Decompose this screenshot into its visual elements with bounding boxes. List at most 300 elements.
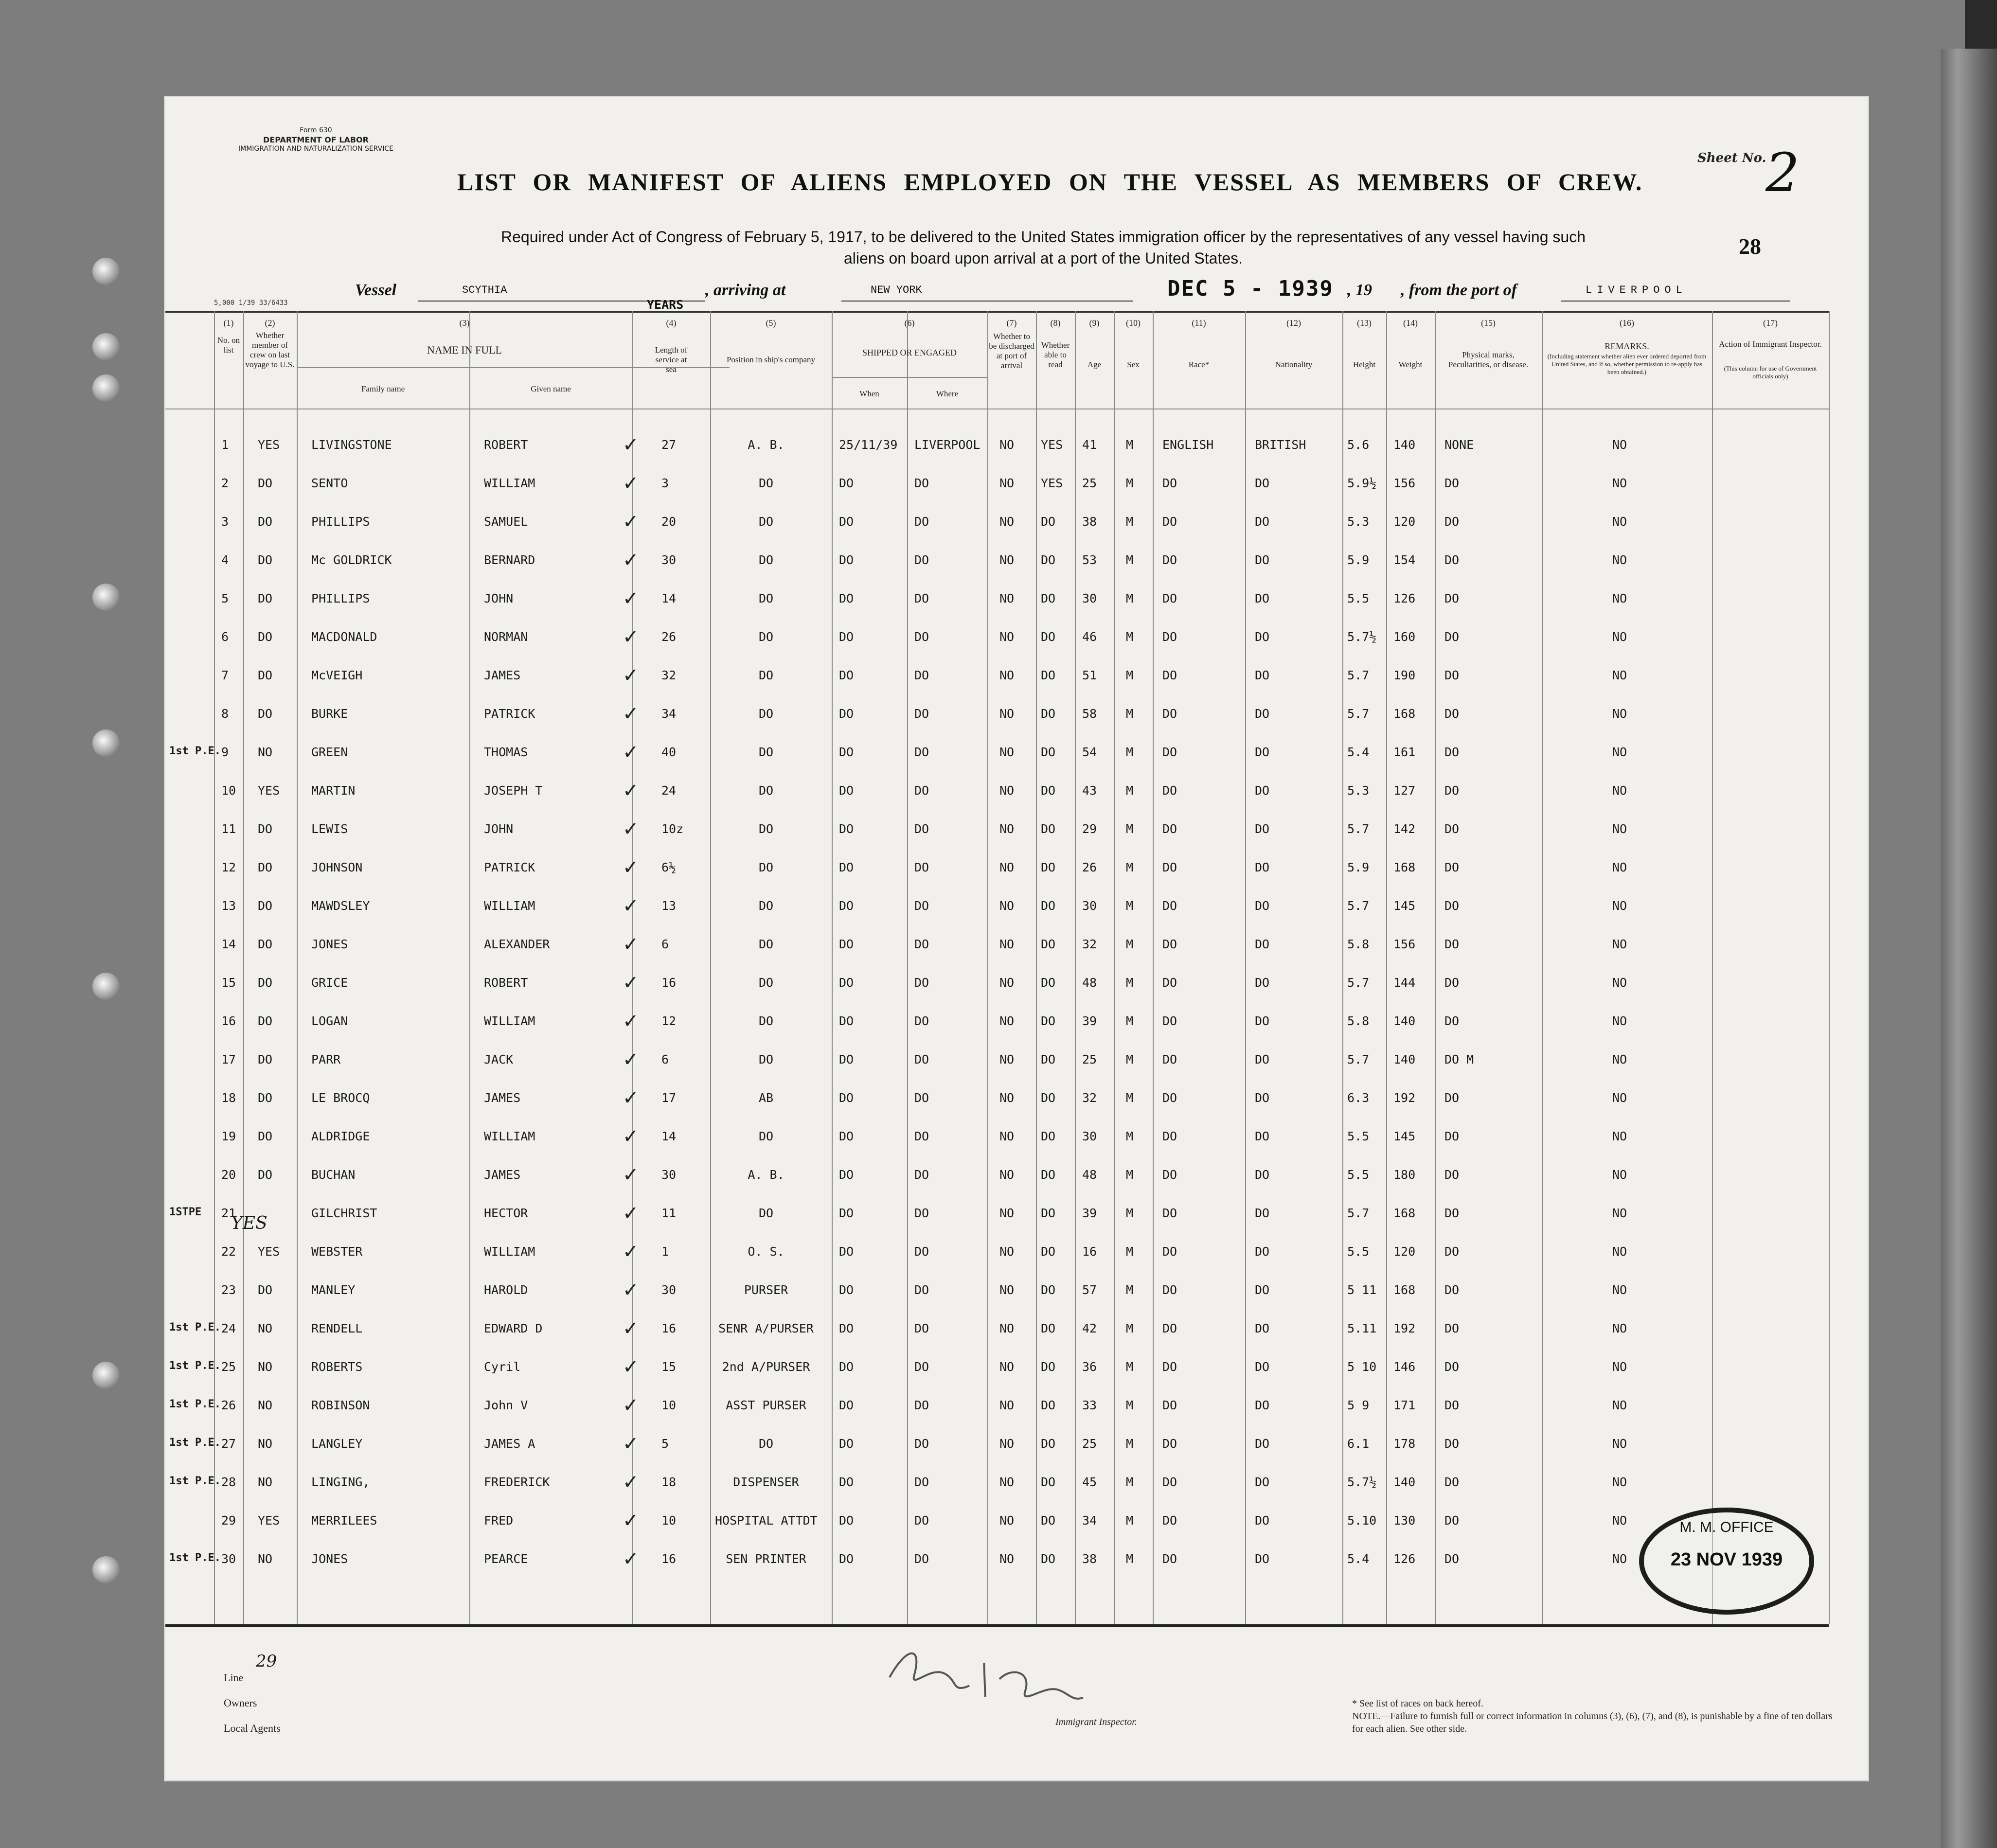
- row-family-name: GREEN: [311, 745, 348, 759]
- row-shipped-when: DO: [839, 630, 854, 644]
- row-weight: 168: [1393, 860, 1416, 874]
- row-remarks: NO: [1612, 1437, 1627, 1451]
- row-given-name: ROBERT: [484, 976, 528, 990]
- row-shipped-when: DO: [839, 1513, 854, 1528]
- row-weight: 192: [1393, 1091, 1416, 1105]
- row-number: 8: [221, 707, 229, 721]
- row-nationality: DO: [1255, 745, 1270, 759]
- table-row: [165, 923, 1868, 961]
- row-physical-marks: DO: [1444, 1014, 1460, 1028]
- row-sex: M: [1126, 553, 1134, 567]
- col-header-sex: Sex: [1127, 360, 1140, 369]
- row-remarks: NO: [1612, 515, 1627, 529]
- row-height: 6.1: [1347, 1437, 1370, 1451]
- row-family-name: LINGING,: [311, 1475, 370, 1489]
- row-given-name: NORMAN: [484, 630, 528, 644]
- row-nationality: DO: [1255, 1398, 1270, 1412]
- row-family-name: GRICE: [311, 976, 348, 990]
- row-age: 58: [1082, 707, 1097, 721]
- row-given-name: PATRICK: [484, 707, 535, 721]
- row-given-name: WILLIAM: [484, 476, 535, 490]
- row-age: 39: [1082, 1014, 1097, 1028]
- row-given-name: JOSEPH T: [484, 783, 543, 798]
- row-shipped-when: DO: [839, 937, 854, 951]
- row-crew-status: DO: [258, 630, 273, 644]
- punch-hole: [92, 258, 120, 285]
- row-sex: M: [1126, 1552, 1134, 1566]
- row-remarks: NO: [1612, 1475, 1627, 1489]
- row-shipped-when: DO: [839, 1321, 854, 1335]
- col-num: (11): [1192, 318, 1206, 328]
- row-shipped-where: DO: [914, 1244, 929, 1259]
- row-remarks: NO: [1612, 438, 1627, 452]
- row-age: 48: [1082, 1168, 1097, 1182]
- row-discharged: NO: [999, 1244, 1015, 1259]
- row-family-name: MARTIN: [311, 783, 356, 798]
- row-can-read: DO: [1041, 630, 1056, 644]
- row-race: DO: [1162, 591, 1177, 605]
- row-number: 15: [221, 976, 236, 990]
- row-position: DO: [758, 1129, 774, 1143]
- check-mark-icon: ✓: [623, 933, 639, 956]
- row-discharged: NO: [999, 1321, 1015, 1335]
- row-sex: M: [1126, 1360, 1134, 1374]
- row-nationality: DO: [1255, 1513, 1270, 1528]
- footnote-note: NOTE.—Failure to furnish full or correct information in columns (3), (6), (7), and (8), is punishable by a fine of ten dollars for each alien. See other side.: [1352, 1711, 1833, 1734]
- row-service-years: 13: [661, 899, 677, 913]
- row-service-years: 20: [661, 515, 677, 529]
- row-weight: 140: [1393, 1014, 1416, 1028]
- check-mark-icon: ✓: [623, 780, 639, 802]
- col-num: (8): [1050, 318, 1061, 328]
- row-height: 5 11: [1347, 1283, 1377, 1297]
- row-position: DO: [758, 668, 774, 682]
- row-prefix: 1st P.E.: [169, 745, 221, 757]
- row-can-read: DO: [1041, 937, 1056, 951]
- row-remarks: NO: [1612, 976, 1627, 990]
- table-bottom-rule: [165, 1624, 1829, 1627]
- row-family-name: JOHNSON: [311, 860, 363, 874]
- row-nationality: DO: [1255, 1244, 1270, 1259]
- row-service-years: 34: [661, 707, 677, 721]
- row-service-years: 10: [661, 1398, 677, 1412]
- page-title: LIST OR MANIFEST OF ALIENS EMPLOYED ON THE VESSEL AS MEMBERS OF CREW.: [457, 168, 1643, 195]
- row-service-years: 18: [661, 1475, 677, 1489]
- row-weight: 144: [1393, 976, 1416, 990]
- row-physical-marks: DO: [1444, 1129, 1460, 1143]
- col-header-service: Length of service at sea: [655, 345, 688, 374]
- row-physical-marks: DO: [1444, 668, 1460, 682]
- row-sex: M: [1126, 783, 1134, 798]
- row-shipped-where: DO: [914, 1398, 929, 1412]
- row-given-name: PEARCE: [484, 1552, 528, 1566]
- col-header-where: Where: [936, 389, 959, 398]
- row-service-years: 26: [661, 630, 677, 644]
- row-height: 5.7½: [1347, 630, 1377, 644]
- table-row: [165, 1460, 1868, 1499]
- row-sex: M: [1126, 668, 1134, 682]
- row-height: 5.6: [1347, 438, 1370, 452]
- row-nationality: DO: [1255, 1206, 1270, 1220]
- row-family-name: BURKE: [311, 707, 348, 721]
- row-nationality: DO: [1255, 1437, 1270, 1451]
- row-physical-marks: DO: [1444, 745, 1460, 759]
- row-nationality: DO: [1255, 1091, 1270, 1105]
- table-row: [165, 1422, 1868, 1460]
- row-nationality: DO: [1255, 1475, 1270, 1489]
- row-physical-marks: DO: [1444, 630, 1460, 644]
- table-row: [165, 1191, 1868, 1230]
- row-can-read: DO: [1041, 1437, 1056, 1451]
- row-number: 19: [221, 1129, 236, 1143]
- row-family-name: ROBINSON: [311, 1398, 370, 1412]
- table-row: [165, 1307, 1868, 1345]
- row-weight: 192: [1393, 1321, 1416, 1335]
- row-age: 45: [1082, 1475, 1097, 1489]
- row-nationality: DO: [1255, 668, 1270, 682]
- row-shipped-where: DO: [914, 1552, 929, 1566]
- row-age: 29: [1082, 822, 1097, 836]
- row-crew-status: DO: [258, 1014, 273, 1028]
- row-physical-marks: DO: [1444, 553, 1460, 567]
- row-physical-marks: DO: [1444, 1360, 1460, 1374]
- row-remarks: NO: [1612, 1052, 1627, 1066]
- row-shipped-when: DO: [839, 860, 854, 874]
- row-physical-marks: DO: [1444, 822, 1460, 836]
- row-service-years: 10: [661, 1513, 677, 1528]
- row-race: DO: [1162, 1513, 1177, 1528]
- row-number: 20: [221, 1168, 236, 1182]
- col-header-action: Action of Immigrant Inspector.: [1719, 339, 1822, 349]
- row-given-name: John V: [484, 1398, 528, 1412]
- row-sex: M: [1126, 1014, 1134, 1028]
- row-discharged: NO: [999, 1513, 1015, 1528]
- row-sex: M: [1126, 707, 1134, 721]
- row-sex: M: [1126, 476, 1134, 490]
- row-position: SENR A/PURSER: [718, 1321, 814, 1335]
- row-can-read: DO: [1041, 1129, 1056, 1143]
- row-sex: M: [1126, 630, 1134, 644]
- row-position: DO: [758, 515, 774, 529]
- punch-hole: [92, 1556, 120, 1583]
- col-num: (1): [223, 318, 234, 328]
- row-discharged: NO: [999, 1168, 1015, 1182]
- row-discharged: NO: [999, 1014, 1015, 1028]
- row-crew-status: NO: [258, 1398, 273, 1412]
- row-can-read: DO: [1041, 1283, 1056, 1297]
- row-shipped-when: DO: [839, 1437, 854, 1451]
- table-row: [165, 1038, 1868, 1076]
- row-number: 12: [221, 860, 236, 874]
- row-nationality: DO: [1255, 553, 1270, 567]
- row-service-years: 16: [661, 976, 677, 990]
- row-shipped-where: DO: [914, 899, 929, 913]
- table-row: [165, 1076, 1868, 1115]
- row-race: DO: [1162, 668, 1177, 682]
- row-race: DO: [1162, 1206, 1177, 1220]
- row-shipped-where: DO: [914, 822, 929, 836]
- row-age: 57: [1082, 1283, 1097, 1297]
- row-crew-status: DO: [258, 1283, 273, 1297]
- row-discharged: NO: [999, 553, 1015, 567]
- row-weight: 160: [1393, 630, 1416, 644]
- row-race: DO: [1162, 783, 1177, 798]
- row-can-read: DO: [1041, 783, 1056, 798]
- row-family-name: LEWIS: [311, 822, 348, 836]
- row-prefix: 1STPE: [169, 1206, 202, 1218]
- row-remarks: NO: [1612, 1206, 1627, 1220]
- row-shipped-where: DO: [914, 1437, 929, 1451]
- table-row: [165, 999, 1868, 1038]
- row-number: 14: [221, 937, 236, 951]
- row-discharged: NO: [999, 476, 1015, 490]
- row-remarks: NO: [1612, 783, 1627, 798]
- row-crew-status: DO: [258, 591, 273, 605]
- row-weight: 145: [1393, 1129, 1416, 1143]
- from-port: LIVERPOOL: [1586, 284, 1687, 296]
- row-age: 25: [1082, 1437, 1097, 1451]
- row-physical-marks: DO: [1444, 1283, 1460, 1297]
- row-shipped-where: DO: [914, 515, 929, 529]
- col-header-read: Whether able to read: [1041, 340, 1070, 369]
- row-crew-status: DO: [258, 668, 273, 682]
- table-row: [165, 807, 1868, 846]
- row-discharged: NO: [999, 1360, 1015, 1374]
- row-given-name: JAMES A: [484, 1437, 535, 1451]
- row-service-years: 11: [661, 1206, 677, 1220]
- row-height: 5.7½: [1347, 1475, 1377, 1489]
- check-mark-icon: ✓: [623, 511, 639, 533]
- row-shipped-when: DO: [839, 1475, 854, 1489]
- row-given-name: SAMUEL: [484, 515, 528, 529]
- row-shipped-when: DO: [839, 476, 854, 490]
- row-position: DISPENSER: [733, 1475, 799, 1489]
- row-crew-status: DO: [258, 1168, 273, 1182]
- row-discharged: NO: [999, 1552, 1015, 1566]
- row-family-name: RENDELL: [311, 1321, 363, 1335]
- row-nationality: DO: [1255, 515, 1270, 529]
- row-service-years: 14: [661, 591, 677, 605]
- row-number: 22: [221, 1244, 236, 1259]
- row-shipped-where: DO: [914, 476, 929, 490]
- row-number: 25: [221, 1360, 236, 1374]
- row-race: DO: [1162, 899, 1177, 913]
- row-physical-marks: DO: [1444, 976, 1460, 990]
- row-family-name: GILCHRIST: [311, 1206, 377, 1220]
- row-family-name: MACDONALD: [311, 630, 377, 644]
- row-race: DO: [1162, 476, 1177, 490]
- row-service-years: 30: [661, 1283, 677, 1297]
- row-age: 30: [1082, 591, 1097, 605]
- row-discharged: NO: [999, 707, 1015, 721]
- row-age: 38: [1082, 515, 1097, 529]
- row-position: ASST PURSER: [726, 1398, 806, 1412]
- punch-hole: [92, 973, 120, 1000]
- row-service-years: 40: [661, 745, 677, 759]
- row-sex: M: [1126, 899, 1134, 913]
- row-discharged: NO: [999, 1129, 1015, 1143]
- row-weight: 126: [1393, 591, 1416, 605]
- row-race: DO: [1162, 745, 1177, 759]
- row-physical-marks: DO: [1444, 1321, 1460, 1335]
- row-height: 5.3: [1347, 783, 1370, 798]
- col-header-discharged: Whether to be discharged at port of arrival: [989, 332, 1034, 370]
- check-mark-icon: ✓: [623, 1087, 639, 1109]
- check-mark-icon: ✓: [623, 895, 639, 917]
- row-remarks: NO: [1612, 553, 1627, 567]
- check-mark-icon: ✓: [623, 434, 639, 456]
- row-position: DO: [758, 476, 774, 490]
- sheet-number: 2: [1765, 142, 1800, 204]
- table-row: [165, 884, 1868, 923]
- row-nationality: DO: [1255, 591, 1270, 605]
- row-weight: 154: [1393, 553, 1416, 567]
- row-sex: M: [1126, 1283, 1134, 1297]
- row-shipped-where: DO: [914, 707, 929, 721]
- row-age: 36: [1082, 1360, 1097, 1374]
- row-nationality: DO: [1255, 630, 1270, 644]
- row-physical-marks: DO: [1444, 1552, 1460, 1566]
- row-crew-status: NO: [258, 1437, 273, 1451]
- row-sex: M: [1126, 860, 1134, 874]
- row-number: 28: [221, 1475, 236, 1489]
- row-sex: M: [1126, 937, 1134, 951]
- row-service-years: 30: [661, 553, 677, 567]
- check-mark-icon: ✓: [623, 549, 639, 571]
- table-row: [165, 577, 1868, 615]
- handwritten-yes: YES: [231, 1213, 267, 1233]
- check-mark-icon: ✓: [623, 1241, 639, 1263]
- row-weight: 161: [1393, 745, 1416, 759]
- row-remarks: NO: [1612, 1244, 1627, 1259]
- row-family-name: Mc GOLDRICK: [311, 553, 392, 567]
- row-service-years: 6: [661, 937, 669, 951]
- album-edge: [1941, 49, 1997, 1848]
- row-number: 29: [221, 1513, 236, 1528]
- row-physical-marks: DO M: [1444, 1052, 1474, 1066]
- row-discharged: NO: [999, 630, 1015, 644]
- row-age: 42: [1082, 1321, 1097, 1335]
- table-row: [165, 1153, 1868, 1191]
- row-race: DO: [1162, 707, 1177, 721]
- row-position: DO: [758, 553, 774, 567]
- row-age: 32: [1082, 937, 1097, 951]
- row-crew-status: NO: [258, 1475, 273, 1489]
- manifest-sheet: [165, 97, 1868, 1780]
- col-num: (14): [1403, 318, 1418, 328]
- row-number: 4: [221, 553, 229, 567]
- row-sex: M: [1126, 1475, 1134, 1489]
- row-sex: M: [1126, 745, 1134, 759]
- col-header-marks: Physical marks, Peculiarities, or disease.: [1448, 350, 1529, 369]
- row-crew-status: DO: [258, 860, 273, 874]
- row-weight: 120: [1393, 515, 1416, 529]
- row-shipped-where: DO: [914, 1168, 929, 1182]
- inspector-signature: [882, 1633, 1092, 1722]
- row-position: DO: [758, 899, 774, 913]
- row-nationality: BRITISH: [1255, 438, 1306, 452]
- row-number: 18: [221, 1091, 236, 1105]
- row-age: 39: [1082, 1206, 1097, 1220]
- row-crew-status: DO: [258, 476, 273, 490]
- row-can-read: DO: [1041, 745, 1056, 759]
- row-service-years: 24: [661, 783, 677, 798]
- row-weight: 146: [1393, 1360, 1416, 1374]
- row-age: 51: [1082, 668, 1097, 682]
- row-family-name: SENTO: [311, 476, 348, 490]
- row-number: 3: [221, 515, 229, 529]
- row-crew-status: DO: [258, 515, 273, 529]
- row-given-name: ALEXANDER: [484, 937, 550, 951]
- row-remarks: NO: [1612, 1513, 1627, 1528]
- row-given-name: WILLIAM: [484, 1014, 535, 1028]
- check-mark-icon: ✓: [623, 1317, 639, 1340]
- row-remarks: NO: [1612, 630, 1627, 644]
- col-num: (10): [1126, 318, 1141, 328]
- row-weight: 178: [1393, 1437, 1416, 1451]
- row-service-years: 16: [661, 1321, 677, 1335]
- table-row: [165, 1537, 1868, 1576]
- row-physical-marks: DO: [1444, 937, 1460, 951]
- row-physical-marks: DO: [1444, 1244, 1460, 1259]
- row-race: DO: [1162, 1437, 1177, 1451]
- row-shipped-when: DO: [839, 745, 854, 759]
- row-shipped-where: LIVERPOOL: [914, 438, 981, 452]
- row-crew-status: NO: [258, 1360, 273, 1374]
- row-position: PURSER: [744, 1283, 788, 1297]
- punch-hole: [92, 729, 120, 757]
- row-race: DO: [1162, 1091, 1177, 1105]
- row-shipped-where: DO: [914, 1014, 929, 1028]
- row-age: 26: [1082, 860, 1097, 874]
- row-physical-marks: DO: [1444, 1091, 1460, 1105]
- row-weight: 140: [1393, 1052, 1416, 1066]
- underline: [1561, 301, 1790, 302]
- row-shipped-where: DO: [914, 937, 929, 951]
- row-crew-status: DO: [258, 1052, 273, 1066]
- row-crew-status: YES: [258, 783, 280, 798]
- row-race: DO: [1162, 1283, 1177, 1297]
- row-height: 5.7: [1347, 1206, 1370, 1220]
- table-row: [165, 730, 1868, 769]
- row-physical-marks: DO: [1444, 1475, 1460, 1489]
- table-row: [165, 538, 1868, 577]
- row-family-name: MAWDSLEY: [311, 899, 370, 913]
- row-number: 26: [221, 1398, 236, 1412]
- row-nationality: DO: [1255, 1360, 1270, 1374]
- vessel-name: SCYTHIA: [462, 284, 507, 296]
- row-family-name: MERRILEES: [311, 1513, 377, 1528]
- row-remarks: NO: [1612, 1552, 1627, 1566]
- row-height: 5.8: [1347, 1014, 1370, 1028]
- row-nationality: DO: [1255, 1552, 1270, 1566]
- col-num: (15): [1481, 318, 1496, 328]
- row-height: 5.5: [1347, 591, 1370, 605]
- row-physical-marks: DO: [1444, 1437, 1460, 1451]
- row-discharged: NO: [999, 1091, 1015, 1105]
- row-discharged: NO: [999, 1475, 1015, 1489]
- row-height: 5.5: [1347, 1168, 1370, 1182]
- col-header-nationality: Nationality: [1275, 360, 1313, 369]
- row-height: 5.7: [1347, 707, 1370, 721]
- row-physical-marks: DO: [1444, 476, 1460, 490]
- row-race: DO: [1162, 937, 1177, 951]
- row-physical-marks: DO: [1444, 899, 1460, 913]
- row-number: 21: [221, 1206, 236, 1220]
- row-discharged: NO: [999, 1206, 1015, 1220]
- row-shipped-where: DO: [914, 630, 929, 644]
- table-row: [165, 1499, 1868, 1537]
